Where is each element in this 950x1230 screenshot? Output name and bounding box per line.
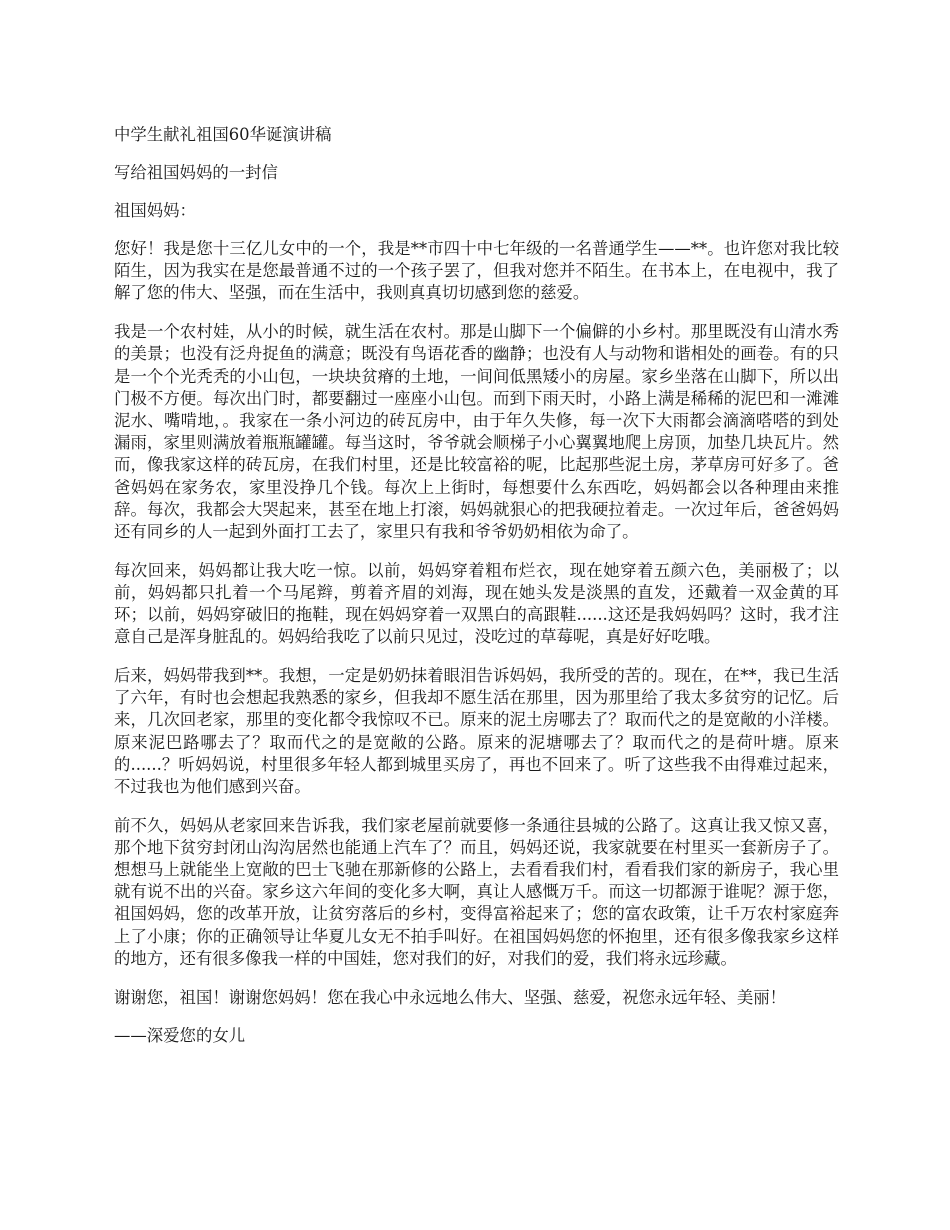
paragraph-thanks: 谢谢您，祖国！谢谢您妈妈！您在我心中永远地么伟大、坚强、慈爱，祝您永远年轻、美丽！ [114, 987, 787, 1007]
signature: ——深爱您的女儿 [114, 1026, 246, 1046]
letter-subtitle: 写给祖国妈妈的一封信 [114, 163, 278, 182]
paragraph-greeting: 您好！我是您十三亿儿女中的一个，我是**市四十中七年级的一名普通学生——**。也许您对我比较陌生，因为我实在是您最普通不过的一个孩子罢了，但我对您并不陌生。在书本上，在电视中，我了解了您的伟大、坚强，而在生活中，我则真真切切感到您的慈爱。 [114, 239, 839, 303]
document-page [114, 124, 839, 1048]
document-title: 中学生献礼祖国60华诞演讲稿 [114, 125, 332, 144]
salutation: 祖国妈妈： [114, 201, 196, 220]
paragraph-village-life: 我是一个农村娃，从小的时候，就生活在农村。那是山脚下一个偏僻的小乡村。那里既没有山清水秀的美景；也没有泛舟捉鱼的满意；既没有鸟语花香的幽静；也没有人与动物和谐相处的画卷。有的只是一个个光秃秃的小山包，一块块贫瘠的土地，一间间低黑矮小的房屋。家乡坐落在山脚下，所以出门极不方便。每次出门时，都要翻过一座座小山包。而到下雨天时，小路上满是稀稀的泥巴和一滩滩泥水、嘴啃地，。我家在一条小河边的砖瓦房中，由于年久失修，每一次下大雨都会滴滴嗒嗒的到处漏雨，家里则满放着瓶瓶罐罐。每当这时，爷爷就会顺梯子小心翼翼地爬上房顶，加垫几块瓦片。然而，像我家这样的砖瓦房，在我们村里，还是比较富裕的呢，比起那些泥土房，茅草房可好多了。爸爸妈妈在家务农，家里没挣几个钱。每次上上街时，每想要什么东西吃，妈妈都会以各种理由来推辞。每次，我都会大哭起来，甚至在地上打滚，妈妈就狠心的把我硬拉着走。一次过年后，爸爸妈妈还有同乡的人一起到外面打工去了，家里只有我和爷爷奶奶相依为命了。 [114, 322, 839, 541]
paragraph-mother-returns: 每次回来，妈妈都让我大吃一惊。以前，妈妈穿着粗布烂衣，现在她穿着五颜六色，美丽极了；以前，妈妈都只扎着一个马尾辫，剪着齐眉的刘海，现在她头发是淡黑的直发，还戴着一双金黄的耳环；以前，妈妈穿破旧的拖鞋，现在妈妈穿着一双黑白的高跟鞋......这还是我妈妈吗？这时，我才注意自己是浑身脏乱的。妈妈给我吃了以前只见过，没吃过的草莓呢，真是好好吃哦。 [114, 560, 839, 647]
paragraph-hometown-changes: 后来，妈妈带我到**。我想，一定是奶奶抹着眼泪告诉妈妈，我所受的苦的。现在，在**，我已生活了六年，有时也会想起我熟悉的家乡，但我却不愿生活在那里，因为那里给了我太多贫穷的记忆。后来，几次回老家，那里的变化都令我惊叹不已。原来的泥土房哪去了？取而代之的是宽敞的小洋楼。原来泥巴路哪去了？取而代之的是宽敞的公路。原来的泥塘哪去了？取而代之的是荷叶塘。原来的......？听妈妈说，村里很多年轻人都到城里买房了，再也不回来了。听了这些我不由得难过起来，不过我也为他们感到兴奋。 [114, 665, 839, 796]
paragraph-new-road: 前不久，妈妈从老家回来告诉我，我们家老屋前就要修一条通往县城的公路了。这真让我又惊又喜，那个地下贫穷封闭山沟沟居然也能通上汽车了？而且，妈妈还说，我家就要在村里买一套新房子了。想想马上就能坐上宽敞的巴士飞驰在那新修的公路上，去看看我们村，看看我们家的新房子，我心里就有说不出的兴奋。家乡这六年间的变化多大啊，真让人感慨万千。而这一切都源于谁呢？源于您，祖国妈妈，您的改革开放，让贫穷落后的乡村，变得富裕起来了；您的富农政策，让千万农村家庭奔上了小康；你的正确领导让华夏儿女无不拍手叫好。在祖国妈妈您的怀抱里，还有很多像我家乡这样的地方，还有很多像我一样的中国娃，您对我们的好，对我们的爱，我们将永远珍藏。 [114, 815, 839, 968]
